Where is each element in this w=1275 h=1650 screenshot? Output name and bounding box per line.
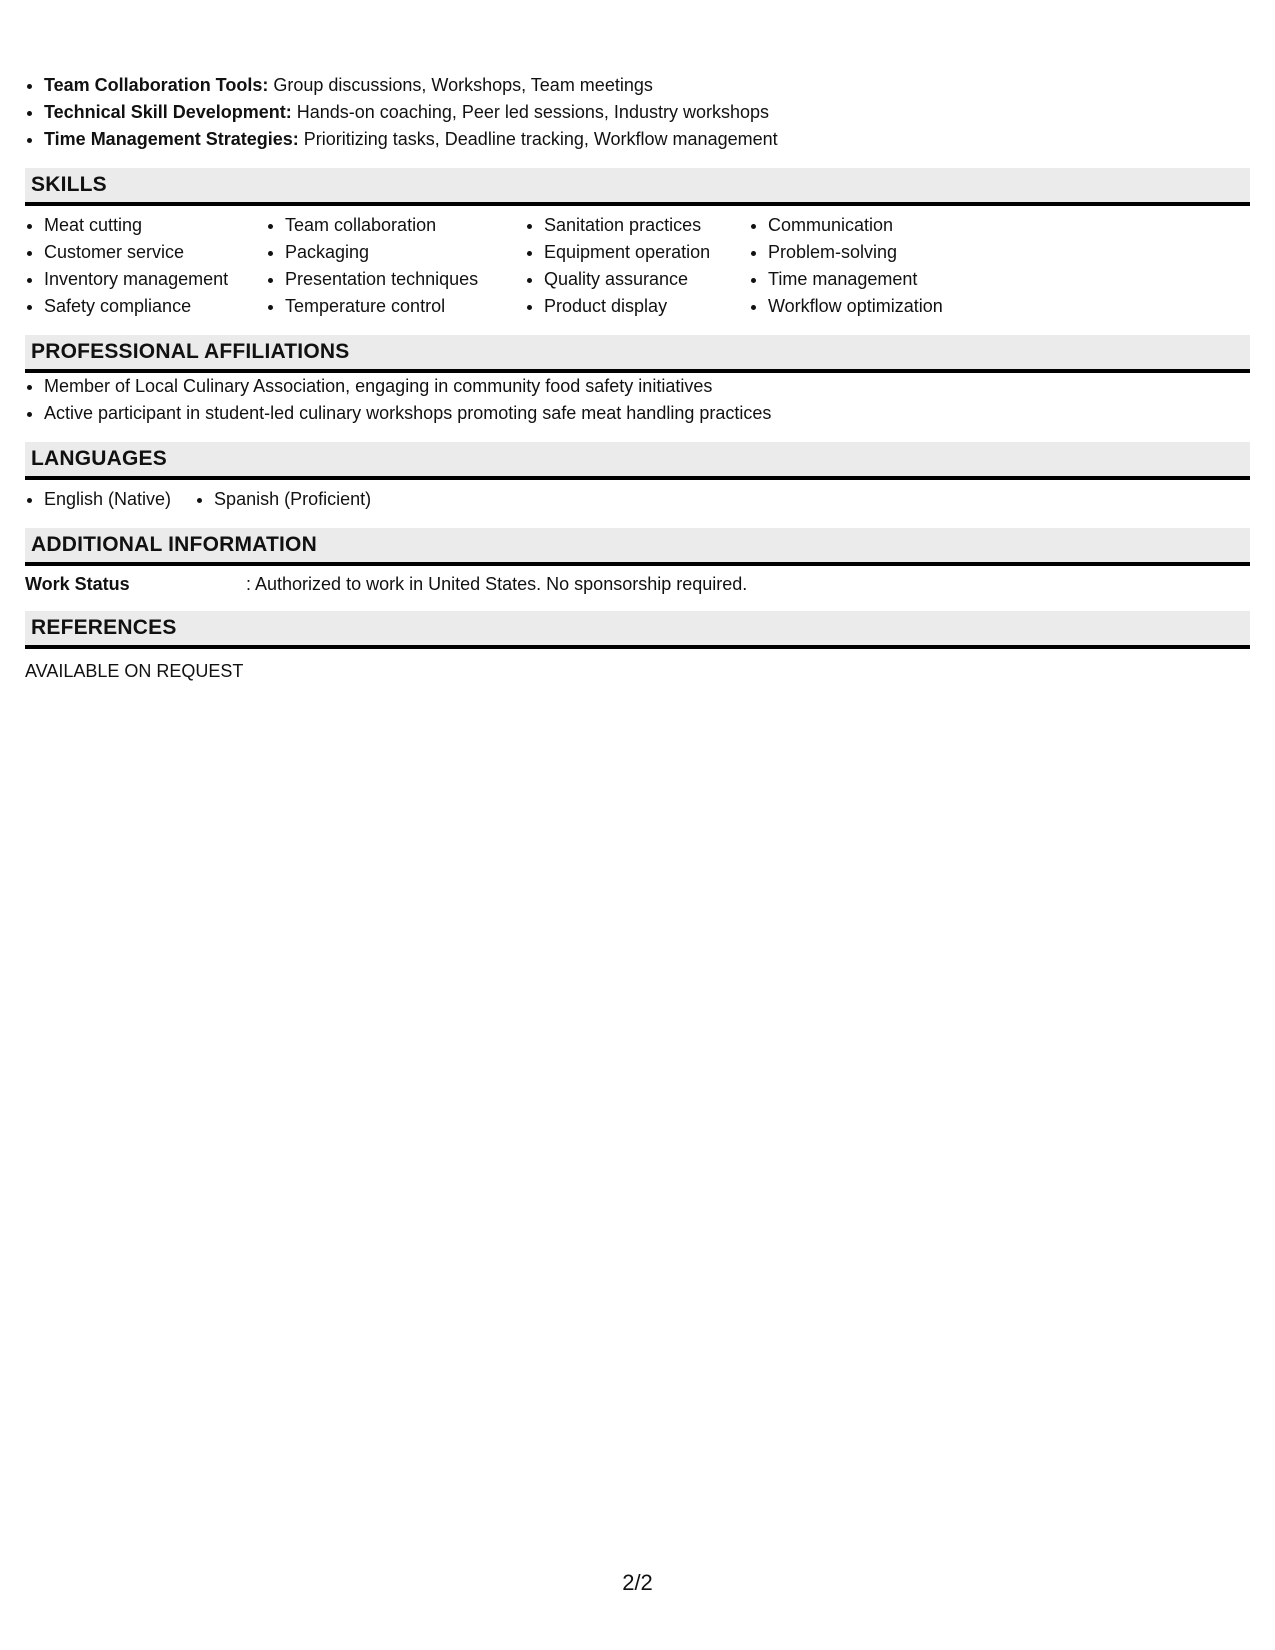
section-title: SKILLS [25,168,1250,206]
skills-column [266,212,525,320]
item-label: Team Collaboration Tools: [44,75,269,95]
language-list [25,486,171,513]
skill-item: • Meat cutting [44,212,266,239]
affiliation-item: • Active participant in student-led culinary workshops promoting safe meat handling practices [44,400,1250,427]
resume-page [25,72,1250,684]
item-text: Hands-on coaching, Peer led sessions, Industry workshops [291,102,769,122]
skills-column [749,212,998,320]
work-status-label: Work Status [25,574,130,594]
skill-item: • Problem-solving [768,239,998,266]
language-item: • Spanish (Proficient) [214,486,371,513]
item-label: Time Management Strategies: [44,129,299,149]
page-number: 2/2 [622,1570,653,1595]
item-text: Prioritizing tasks, Deadline tracking, Workflow management [298,129,778,149]
references-section [25,611,1250,684]
item-label: Technical Skill Development: [44,102,292,122]
skill-item: • Team collaboration [285,212,525,239]
skill-item: • Customer service [44,239,266,266]
skills-grid [25,212,1250,320]
skill-item: • Equipment operation [544,239,749,266]
work-status-value: : Authorized to work in United States. No sponsorship required. [246,574,748,594]
section-title: PROFESSIONAL AFFILIATIONS [25,335,1250,373]
skills-column [25,212,266,320]
skill-item: • Quality assurance [544,266,749,293]
languages-section [25,442,1250,513]
item-text: Group discussions, Workshops, Team meetings [268,75,653,95]
language-list [195,486,371,513]
skill-item: • Inventory management [44,266,266,293]
work-status-row [25,572,1250,596]
list-item [44,72,1250,99]
list-item [44,126,1250,153]
skill-item: • Safety compliance [44,293,266,320]
section-title: LANGUAGES [25,442,1250,480]
skill-item: • Communication [768,212,998,239]
references-text: AVAILABLE ON REQUEST [25,661,244,681]
skills-column [525,212,749,320]
skill-item: • Sanitation practices [544,212,749,239]
list-item [44,99,1250,126]
language-item: • English (Native) [44,486,171,513]
languages-row [25,486,1250,513]
affiliation-item: • Member of Local Culinary Association, engaging in community food safety initiatives [44,373,1250,400]
section-title: ADDITIONAL INFORMATION [25,528,1250,566]
affiliations-section [25,335,1250,427]
skill-item: • Presentation techniques [285,266,525,293]
additional-info-section [25,528,1250,596]
skills-section [25,168,1250,320]
skill-item: • Time management [768,266,998,293]
tools-list [25,72,1250,153]
affiliations-list [25,373,1250,427]
skill-item: • Workflow optimization [768,293,998,320]
section-title: REFERENCES [25,611,1250,649]
skill-item: • Product display [544,293,749,320]
skill-item: • Packaging [285,239,525,266]
skill-item: • Temperature control [285,293,525,320]
